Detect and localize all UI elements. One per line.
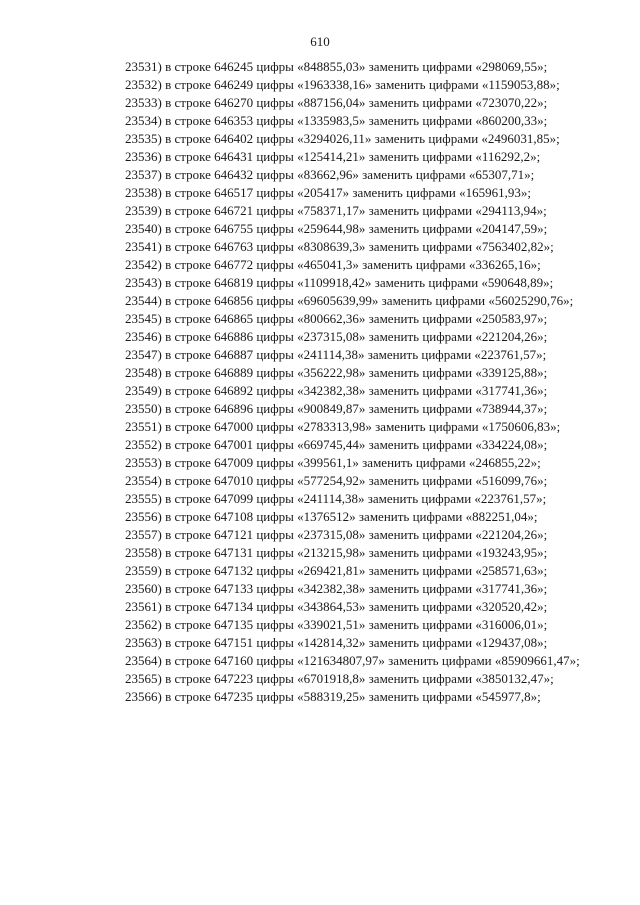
amendment-item: 23552) в строке 647001 цифры «669745,44» заменить цифрами «334224,08»;	[125, 437, 548, 452]
amendment-item: 23531) в строке 646245 цифры «848855,03» заменить цифрами «298069,55»;	[125, 59, 548, 74]
amendment-item: 23555) в строке 647099 цифры «241114,38» заменить цифрами «223761,57»;	[125, 491, 547, 506]
amendment-list	[95, 58, 602, 706]
amendment-item: 23542) в строке 646772 цифры «465041,3» заменить цифрами «336265,16»;	[125, 257, 541, 272]
amendment-item: 23556) в строке 647108 цифры «1376512» заменить цифрами «882251,04»;	[125, 509, 538, 524]
amendment-item: 23557) в строке 647121 цифры «237315,08» заменить цифрами «221204,26»;	[125, 527, 548, 542]
amendment-item: 23545) в строке 646865 цифры «800662,36» заменить цифрами «250583,97»;	[125, 311, 548, 326]
amendment-item: 23560) в строке 647133 цифры «342382,38» заменить цифрами «317741,36»;	[125, 581, 548, 596]
amendment-item: 23553) в строке 647009 цифры «399561,1» заменить цифрами «246855,22»;	[125, 455, 541, 470]
amendment-item: 23558) в строке 647131 цифры «213215,98» заменить цифрами «193243,95»;	[125, 545, 548, 560]
amendment-item: 23537) в строке 646432 цифры «83662,96» заменить цифрами «65307,71»;	[125, 167, 535, 182]
amendment-item: 23563) в строке 647151 цифры «142814,32» заменить цифрами «129437,08»;	[125, 635, 548, 650]
amendment-item: 23540) в строке 646755 цифры «259644,98» заменить цифрами «204147,59»;	[125, 221, 548, 236]
amendment-item: 23547) в строке 646887 цифры «241114,38» заменить цифрами «223761,57»;	[125, 347, 547, 362]
amendment-item: 23532) в строке 646249 цифры «1963338,16» заменить цифрами «1159053,88»;	[125, 77, 560, 92]
amendment-item: 23564) в строке 647160 цифры «121634807,97» заменить цифрами «85909661,47»;	[125, 653, 580, 668]
amendment-item: 23538) в строке 646517 цифры «205417» заменить цифрами «165961,93»;	[125, 185, 531, 200]
amendment-item: 23551) в строке 647000 цифры «2783313,98» заменить цифрами «1750606,83»;	[125, 419, 561, 434]
amendment-item: 23539) в строке 646721 цифры «758371,17» заменить цифрами «294113,94»;	[125, 203, 547, 218]
amendment-item: 23559) в строке 647132 цифры «269421,81» заменить цифрами «258571,63»;	[125, 563, 548, 578]
amendment-item: 23548) в строке 646889 цифры «356222,98» заменить цифрами «339125,88»;	[125, 365, 548, 380]
amendment-item: 23544) в строке 646856 цифры «69605639,99» заменить цифрами «56025290,76»;	[125, 293, 574, 308]
amendment-item: 23561) в строке 647134 цифры «343864,53» заменить цифрами «320520,42»;	[125, 599, 548, 614]
amendment-item: 23541) в строке 646763 цифры «8308639,3» заменить цифрами «7563402,82»;	[125, 239, 554, 254]
amendment-item: 23533) в строке 646270 цифры «887156,04» заменить цифрами «723070,22»;	[125, 95, 548, 110]
amendment-item: 23549) в строке 646892 цифры «342382,38» заменить цифрами «317741,36»;	[125, 383, 548, 398]
amendment-item: 23536) в строке 646431 цифры «125414,21» заменить цифрами «116292,2»;	[125, 149, 541, 164]
amendment-item: 23566) в строке 647235 цифры «588319,25» заменить цифрами «545977,8»;	[125, 689, 541, 704]
amendment-item: 23565) в строке 647223 цифры «6701918,8» заменить цифрами «3850132,47»;	[125, 671, 554, 686]
amendment-item: 23535) в строке 646402 цифры «3294026,11» заменить цифрами «2496031,85»;	[125, 131, 560, 146]
page-number: 610	[310, 34, 330, 49]
amendment-item: 23554) в строке 647010 цифры «577254,92» заменить цифрами «516099,76»;	[125, 473, 548, 488]
amendment-item: 23534) в строке 646353 цифры «1335983,5» заменить цифрами «860200,33»;	[125, 113, 548, 128]
amendment-item: 23550) в строке 646896 цифры «900849,87» заменить цифрами «738944,37»;	[125, 401, 548, 416]
amendment-item: 23546) в строке 646886 цифры «237315,08» заменить цифрами «221204,26»;	[125, 329, 548, 344]
amendment-item: 23543) в строке 646819 цифры «1109918,42» заменить цифрами «590648,89»;	[125, 275, 554, 290]
amendment-item: 23562) в строке 647135 цифры «339021,51» заменить цифрами «316006,01»;	[125, 617, 548, 632]
